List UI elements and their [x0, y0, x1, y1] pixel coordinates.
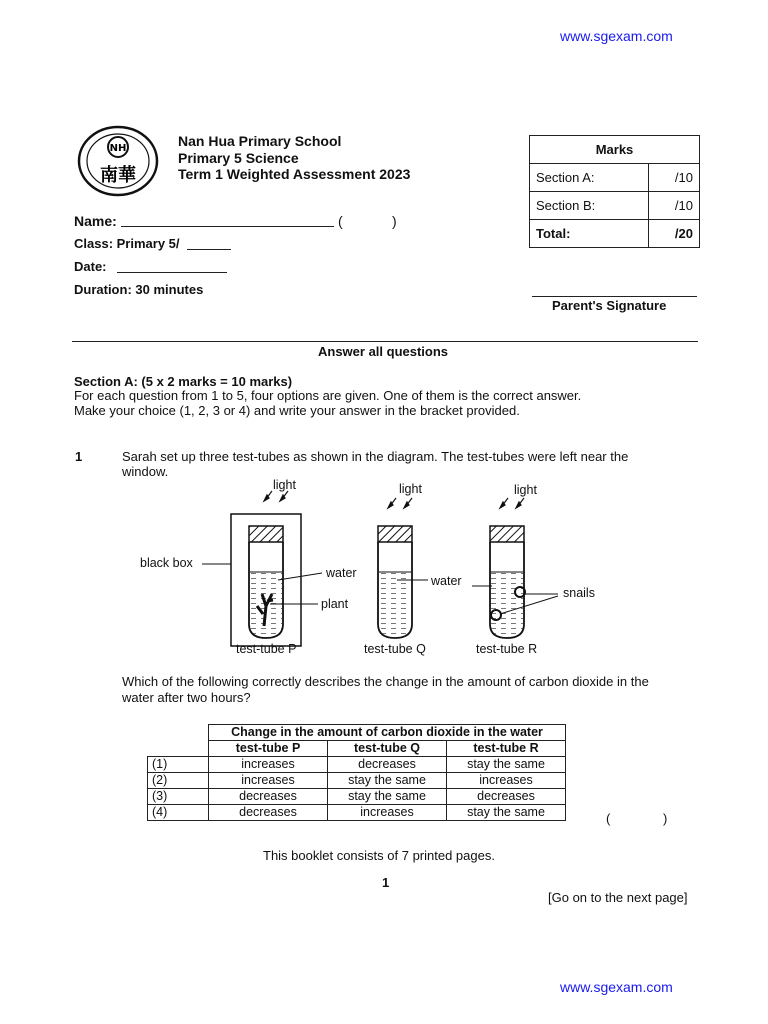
option-number: (1) [148, 757, 209, 773]
table-cell: stay the same [447, 757, 566, 773]
marks-label-section-a: Section A: [530, 164, 649, 192]
date-field[interactable] [117, 272, 227, 273]
signature-line[interactable] [532, 296, 697, 297]
school-name: Nan Hua Primary School [178, 133, 342, 149]
label-water-p: water [326, 566, 357, 580]
header-divider [72, 341, 698, 342]
option-number: (4) [148, 805, 209, 821]
table-row [148, 789, 566, 805]
label-test-tube-r: test-tube R [476, 642, 538, 656]
marks-table [529, 135, 700, 248]
column-header-r: test-tube R [447, 741, 566, 757]
name-field[interactable] [121, 226, 334, 227]
table-row [148, 773, 566, 789]
light-arrow-icon [264, 491, 524, 508]
label-light-r: light [514, 483, 537, 497]
booklet-note: This booklet consists of 7 printed pages. [263, 848, 495, 863]
table-cell: stay the same [328, 789, 447, 805]
answer-field[interactable] [616, 810, 660, 828]
assessment-title: Term 1 Weighted Assessment 2023 [178, 166, 411, 182]
duration-text: Duration: 30 minutes [74, 282, 204, 297]
subject-level: Primary 5 Science [178, 150, 299, 166]
instruction-line-1: For each question from 1 to 5, four options are given. One of them is the correct answer. [74, 388, 582, 403]
table-cell: decreases [328, 757, 447, 773]
test-tube-diagram [130, 476, 610, 662]
label-light-q: light [399, 482, 422, 496]
question-text-line-2: window. [122, 464, 169, 479]
label-water-q: water [431, 574, 462, 588]
table-cell: decreases [209, 805, 328, 821]
label-plant: plant [321, 597, 349, 611]
website-link-bottom[interactable]: www.sgexam.com [560, 979, 673, 995]
answer-all-heading: Answer all questions [318, 344, 449, 359]
table-cell: increases [209, 757, 328, 773]
marks-value-section-a: /10 [648, 164, 699, 192]
label-snails: snails [563, 586, 595, 600]
option-number: (2) [148, 773, 209, 789]
label-light-p: light [273, 478, 296, 492]
section-a-title: Section A: (5 x 2 marks = 10 marks) [74, 374, 293, 389]
website-link-top[interactable]: www.sgexam.com [560, 28, 673, 44]
signature-label: Parent's Signature [552, 298, 667, 313]
table-row [148, 757, 566, 773]
marks-label-section-b: Section B: [530, 192, 649, 220]
table-cell: stay the same [447, 805, 566, 821]
table-row [148, 805, 566, 821]
instruction-line-2: Make your choice (1, 2, 3 or 4) and write your answer in the bracket provided. [74, 403, 520, 418]
question-text-line-1: Sarah set up three test-tubes as shown in the diagram. The test-tubes were left near the [122, 449, 629, 464]
answer-bracket-close: ) [663, 811, 668, 826]
label-black-box: black box [140, 556, 193, 570]
column-header-p: test-tube P [209, 741, 328, 757]
marks-total-value: /20 [648, 220, 699, 248]
table-cell: increases [447, 773, 566, 789]
options-table [147, 724, 566, 821]
table-cell: increases [209, 773, 328, 789]
table-cell: decreases [209, 789, 328, 805]
question-prompt-line-1: Which of the following correctly describes the change in the amount of carbon dioxide in the [122, 674, 649, 689]
marks-title: Marks [530, 136, 700, 164]
question-prompt-line-2: water after two hours? [122, 690, 251, 705]
page-number: 1 [382, 875, 390, 890]
column-header-q: test-tube Q [328, 741, 447, 757]
class-label: Class: Primary 5/ [74, 236, 180, 251]
label-test-tube-q: test-tube Q [364, 642, 426, 656]
label-test-tube-p: test-tube P [236, 642, 297, 656]
school-logo [77, 125, 159, 202]
name-label: Name: [74, 213, 117, 229]
logo-letters: NH [109, 143, 127, 154]
register-paren-open: ( [338, 213, 343, 229]
question-number: 1 [75, 449, 83, 464]
table-cell: increases [328, 805, 447, 821]
logo-chars: 南華 [100, 165, 136, 186]
table-cell: stay the same [328, 773, 447, 789]
marks-value-section-b: /10 [648, 192, 699, 220]
table-group-header: Change in the amount of carbon dioxide in the water [209, 725, 566, 741]
register-paren-close: ) [392, 213, 397, 229]
option-number: (3) [148, 789, 209, 805]
class-field[interactable] [187, 249, 231, 250]
next-page-note: [Go on to the next page] [548, 890, 688, 905]
date-label: Date: [74, 259, 107, 274]
marks-total-label: Total: [530, 220, 649, 248]
table-cell: decreases [447, 789, 566, 805]
answer-bracket-open: ( [606, 811, 611, 826]
